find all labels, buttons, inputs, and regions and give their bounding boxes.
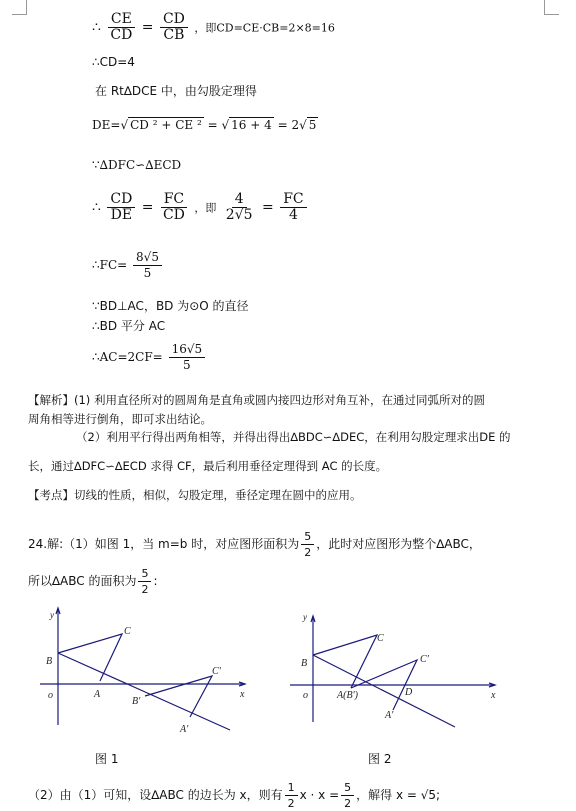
- solution-24-line-2: 所以∆ABC 的面积为 $\frac{5}{2}$ :: [28, 567, 158, 596]
- figure-2-caption: 图 2: [368, 752, 392, 766]
- figure-2: [285, 610, 510, 730]
- label-b: B: [301, 658, 308, 669]
- therefore-symbol: ∴: [92, 19, 101, 36]
- figure-1: [30, 600, 260, 740]
- label-y: y: [50, 610, 54, 620]
- line-6: ∴ $\frac{CD}{DE}$ = $\frac{FC}{CD}$ ，即 $\frac{4}{2√5}$ = $\frac{FC}{4}$: [92, 192, 309, 223]
- line-ba-extended: [313, 655, 455, 727]
- analysis-line-2: 周角相等进行倒角，即可求出结论。: [28, 412, 212, 426]
- solution-24-part-2: （2）由（1）可知，设∆ABC 的边长为 x，则有 $\frac{1}{2}$ x · x = $\frac{5}{2}$ ，解得 x = √5;: [28, 781, 441, 810]
- fraction: $\frac{CD}{CB}$: [160, 12, 188, 43]
- label-c: C: [124, 626, 131, 637]
- line-9: ∴BD 平分 AC: [92, 319, 166, 333]
- label-c: C: [377, 633, 384, 644]
- fraction: $\frac{CE}{CD}$: [107, 12, 135, 43]
- line-1: ∴ $\frac{CE}{CD}$ = $\frac{CD}{CB}$ ，即CD=CE·CB=2×8=16: [92, 11, 335, 43]
- label-b-prime: B': [132, 696, 141, 707]
- line-4: DE=√ CD ² + CE ² = √ 16 + 4 = 2√ 5: [92, 118, 317, 132]
- line-10: ∴AC=2CF= $\frac{16√5}{5}$: [92, 342, 207, 373]
- label-a-prime: A': [180, 724, 189, 735]
- line-2: ∴CD=4: [92, 55, 135, 69]
- analysis-line-4: 长，通过∆DFC∽∆ECD 求得 CF，最后利用垂径定理得到 AC 的长度。: [28, 459, 388, 473]
- analysis-line-3: （2）利用平行得出两角相等，并得出得出∆BDC∽∆DEC，在利用勾股定理求出DE 的: [76, 430, 511, 444]
- label-x: x: [240, 689, 245, 700]
- triangle-abc: [313, 635, 377, 688]
- label-d: D: [405, 687, 413, 698]
- label-b: B: [46, 656, 53, 667]
- corner-mark-right: [544, 0, 559, 15]
- solution-24-line-1: 24.解:（1）如图 1，当 m=b 时，对应图形面积为 $\frac{5}{2}$ ，此时对应图形为整个∆ABC，: [28, 530, 481, 559]
- label-c-prime: C': [420, 654, 429, 665]
- label-c-prime: C': [212, 666, 221, 677]
- line-5: ∵∆DFC∽∆ECD: [92, 158, 182, 172]
- label-o: o: [303, 690, 308, 701]
- exam-point-line: 【考点】切线的性质，相似，勾股定理，垂径定理在圆中的应用。: [28, 488, 362, 502]
- label-x: x: [491, 690, 496, 701]
- label-y: y: [303, 612, 307, 622]
- line-3: 在 Rt∆DCE 中，由勾股定理得: [95, 84, 257, 98]
- label-a-b-prime: A(B'): [337, 690, 359, 701]
- label-a-prime: A': [385, 710, 394, 721]
- analysis-line-1: 【解析】(1) 利用直径所对的圆周角是直角或圆内接四边形对角互补，在通过同弧所对的圆: [28, 393, 485, 407]
- label-o: o: [48, 690, 53, 701]
- corner-mark-left: [12, 0, 27, 15]
- label-a: A: [94, 689, 101, 700]
- figure-1-caption: 图 1: [95, 752, 119, 766]
- line-7: ∴FC= $\frac{8√5}{5}$: [92, 250, 164, 281]
- line-8: ∵BD⊥AC，BD 为⊙O 的直径: [92, 299, 249, 313]
